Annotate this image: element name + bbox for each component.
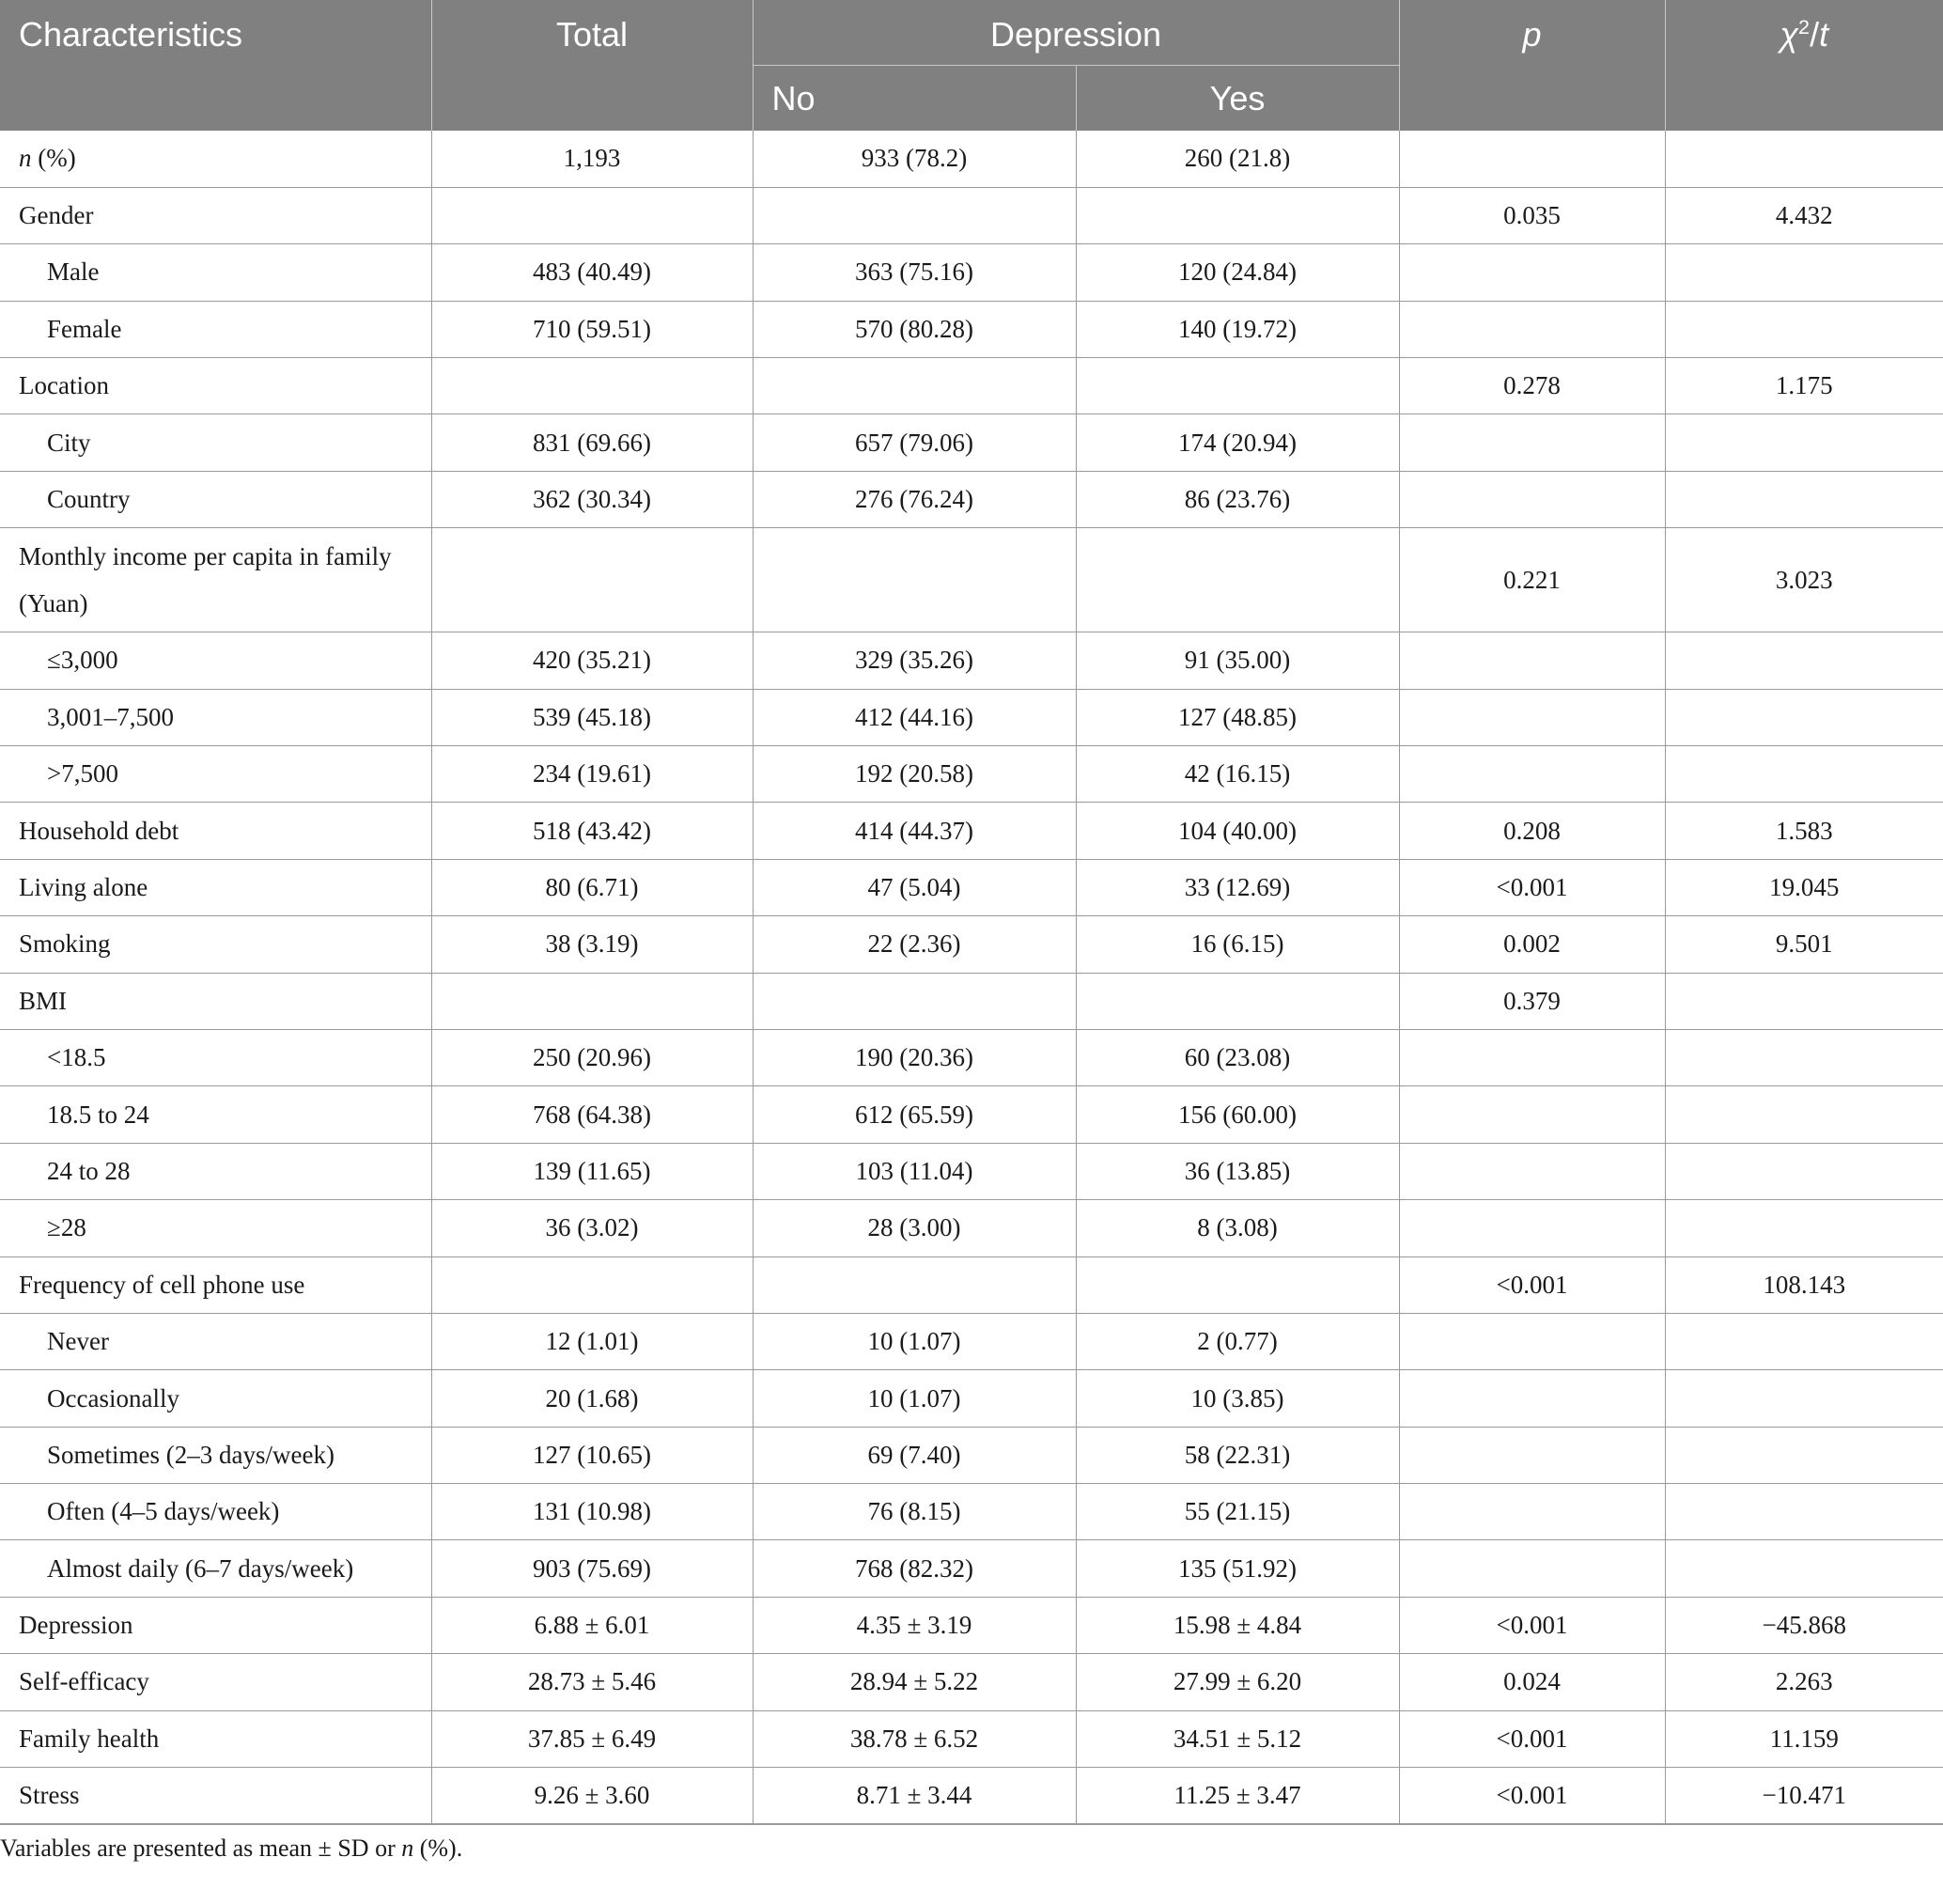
cell-stat [1665,1484,1943,1540]
cell-yes: 135 (51.92) [1076,1540,1399,1597]
table-footnote [0,1825,1943,1863]
cell-total: 518 (43.42) [431,803,753,859]
cell-total: 420 (35.21) [431,632,753,689]
cell-no [753,358,1076,414]
cell-yes: 174 (20.94) [1076,414,1399,471]
cell-yes: 156 (60.00) [1076,1086,1399,1143]
cell-yes [1076,973,1399,1029]
cell-stat: 108.143 [1665,1256,1943,1313]
cell-p [1399,1086,1665,1143]
row-label: Monthly income per capita in family (Yuan) [0,528,431,632]
header-chi-slash: / [1810,15,1820,54]
cell-yes: 55 (21.15) [1076,1484,1399,1540]
cell-stat [1665,689,1943,745]
cell-yes: 58 (22.31) [1076,1427,1399,1483]
cell-total: 6.88 ± 6.01 [431,1597,753,1653]
cell-no: 28.94 ± 5.22 [753,1654,1076,1710]
cell-no: 414 (44.37) [753,803,1076,859]
row-label: ≤3,000 [0,632,431,689]
header-total: Total [431,0,753,131]
cell-total [431,528,753,632]
cell-stat: 1.583 [1665,803,1943,859]
row-label: Female [0,301,431,357]
cell-stat: 1.175 [1665,358,1943,414]
table-row [0,859,1943,915]
cell-p [1399,689,1665,745]
cell-p [1399,131,1665,187]
cell-yes [1076,187,1399,243]
cell-yes: 86 (23.76) [1076,471,1399,527]
cell-stat [1665,244,1943,301]
cell-p: 0.221 [1399,528,1665,632]
n-label-rest: (%) [31,144,76,173]
row-label: Often (4–5 days/week) [0,1484,431,1540]
row-label: Country [0,471,431,527]
cell-yes: 42 (16.15) [1076,746,1399,803]
table-row [0,1768,1943,1824]
cell-p [1399,1427,1665,1483]
cell-total: 80 (6.71) [431,859,753,915]
cell-stat [1665,1427,1943,1483]
cell-no [753,528,1076,632]
cell-stat: −10.471 [1665,1768,1943,1824]
footnote-n: n [401,1834,414,1862]
cell-total: 131 (10.98) [431,1484,753,1540]
row-label: Family health [0,1710,431,1767]
cell-no: 933 (78.2) [753,131,1076,187]
cell-no: 412 (44.16) [753,689,1076,745]
row-label [0,131,431,187]
row-label: Sometimes (2–3 days/week) [0,1427,431,1483]
cell-stat [1665,1086,1943,1143]
cell-stat [1665,1370,1943,1427]
table-row [0,244,1943,301]
cell-no: 190 (20.36) [753,1029,1076,1085]
cell-stat [1665,414,1943,471]
cell-total: 768 (64.38) [431,1086,753,1143]
table-row [0,414,1943,471]
cell-p [1399,1540,1665,1597]
table-row-n [0,131,1943,187]
cell-yes [1076,528,1399,632]
cell-p [1399,244,1665,301]
cell-total: 539 (45.18) [431,689,753,745]
row-label: Occasionally [0,1370,431,1427]
header-chi-superscript: 2 [1798,15,1811,39]
cell-total: 9.26 ± 3.60 [431,1768,753,1824]
row-label: Almost daily (6–7 days/week) [0,1540,431,1597]
table-row [0,973,1943,1029]
table-row [0,1484,1943,1540]
cell-yes: 10 (3.85) [1076,1370,1399,1427]
cell-no: 69 (7.40) [753,1427,1076,1483]
cell-total: 250 (20.96) [431,1029,753,1085]
cell-yes: 36 (13.85) [1076,1143,1399,1199]
cell-yes: 60 (23.08) [1076,1029,1399,1085]
cell-p [1399,301,1665,357]
cell-p [1399,746,1665,803]
cell-yes: 104 (40.00) [1076,803,1399,859]
footnote-text: Variables are presented as mean ± SD or [0,1834,402,1862]
table-row [0,1710,1943,1767]
cell-no: 192 (20.58) [753,746,1076,803]
table-row [0,187,1943,243]
cell-stat [1665,632,1943,689]
table-header [0,0,1943,131]
cell-yes: 2 (0.77) [1076,1313,1399,1369]
table-body [0,131,1943,1824]
row-label: ≥28 [0,1200,431,1256]
table-row [0,1200,1943,1256]
row-label: 3,001–7,500 [0,689,431,745]
cell-p: 0.379 [1399,973,1665,1029]
header-depression: Depression [753,0,1399,65]
cell-no: 657 (79.06) [753,414,1076,471]
cell-no: 768 (82.32) [753,1540,1076,1597]
cell-stat [1665,1540,1943,1597]
cell-no: 570 (80.28) [753,301,1076,357]
footnote-end: (%). [413,1834,463,1862]
cell-p: <0.001 [1399,1768,1665,1824]
cell-p [1399,414,1665,471]
cell-stat: 19.045 [1665,859,1943,915]
table-row [0,1313,1943,1369]
header-chi-symbol: χ [1780,15,1799,54]
table-row [0,689,1943,745]
cell-total: 36 (3.02) [431,1200,753,1256]
cell-total: 234 (19.61) [431,746,753,803]
cell-no: 276 (76.24) [753,471,1076,527]
cell-stat [1665,1029,1943,1085]
cell-stat [1665,1200,1943,1256]
table-row [0,1143,1943,1199]
cell-no: 47 (5.04) [753,859,1076,915]
row-label: Self-efficacy [0,1654,431,1710]
cell-total: 903 (75.69) [431,1540,753,1597]
row-label: Location [0,358,431,414]
cell-yes: 140 (19.72) [1076,301,1399,357]
cell-total: 28.73 ± 5.46 [431,1654,753,1710]
cell-p: <0.001 [1399,1256,1665,1313]
cell-no: 8.71 ± 3.44 [753,1768,1076,1824]
row-label: Male [0,244,431,301]
cell-stat [1665,973,1943,1029]
cell-yes: 8 (3.08) [1076,1200,1399,1256]
cell-p: <0.001 [1399,859,1665,915]
header-chi-t [1665,0,1943,131]
cell-no: 10 (1.07) [753,1370,1076,1427]
cell-total: 127 (10.65) [431,1427,753,1483]
row-label: BMI [0,973,431,1029]
cell-total [431,1256,753,1313]
cell-yes [1076,1256,1399,1313]
cell-p [1399,1143,1665,1199]
cell-stat [1665,301,1943,357]
cell-p: 0.002 [1399,916,1665,973]
cell-p [1399,1370,1665,1427]
cell-p: <0.001 [1399,1710,1665,1767]
cell-yes: 27.99 ± 6.20 [1076,1654,1399,1710]
cell-total: 710 (59.51) [431,301,753,357]
cell-p [1399,471,1665,527]
row-label: Living alone [0,859,431,915]
cell-stat: 11.159 [1665,1710,1943,1767]
row-label: 18.5 to 24 [0,1086,431,1143]
cell-p: <0.001 [1399,1597,1665,1653]
table-row [0,471,1943,527]
cell-total: 483 (40.49) [431,244,753,301]
cell-p: 0.035 [1399,187,1665,243]
table-row [0,1029,1943,1085]
cell-stat: 3.023 [1665,528,1943,632]
table-row [0,301,1943,357]
cell-yes: 15.98 ± 4.84 [1076,1597,1399,1653]
cell-yes: 91 (35.00) [1076,632,1399,689]
row-label: >7,500 [0,746,431,803]
cell-no [753,187,1076,243]
cell-yes: 11.25 ± 3.47 [1076,1768,1399,1824]
cell-no: 4.35 ± 3.19 [753,1597,1076,1653]
row-label: Household debt [0,803,431,859]
row-label: Frequency of cell phone use [0,1256,431,1313]
cell-no: 22 (2.36) [753,916,1076,973]
cell-p [1399,632,1665,689]
cell-yes: 33 (12.69) [1076,859,1399,915]
cell-yes: 16 (6.15) [1076,916,1399,973]
table-row [0,632,1943,689]
cell-total: 831 (69.66) [431,414,753,471]
table-row [0,1540,1943,1597]
header-characteristics: Characteristics [0,0,431,131]
table-row [0,746,1943,803]
table-row [0,916,1943,973]
cell-total: 12 (1.01) [431,1313,753,1369]
cell-stat: 4.432 [1665,187,1943,243]
cell-stat [1665,1143,1943,1199]
cell-no: 103 (11.04) [753,1143,1076,1199]
cell-total [431,187,753,243]
cell-no: 612 (65.59) [753,1086,1076,1143]
row-label: Depression [0,1597,431,1653]
table-row [0,1086,1943,1143]
cell-no: 329 (35.26) [753,632,1076,689]
cell-stat [1665,471,1943,527]
cell-total: 1,193 [431,131,753,187]
table-row [0,1370,1943,1427]
row-label: Gender [0,187,431,243]
cell-p: 0.278 [1399,358,1665,414]
cell-p: 0.208 [1399,803,1665,859]
cell-no: 28 (3.00) [753,1200,1076,1256]
cell-total: 38 (3.19) [431,916,753,973]
row-label: <18.5 [0,1029,431,1085]
cell-total: 37.85 ± 6.49 [431,1710,753,1767]
table-row [0,528,1943,632]
table-row [0,1597,1943,1653]
cell-total: 139 (11.65) [431,1143,753,1199]
table-row [0,1256,1943,1313]
row-label: Smoking [0,916,431,973]
header-yes: Yes [1076,65,1399,131]
cell-total: 362 (30.34) [431,471,753,527]
cell-total: 20 (1.68) [431,1370,753,1427]
cell-total [431,358,753,414]
cell-p [1399,1029,1665,1085]
table-row [0,803,1943,859]
cell-no [753,1256,1076,1313]
cell-yes: 127 (48.85) [1076,689,1399,745]
row-label: Never [0,1313,431,1369]
cell-no: 76 (8.15) [753,1484,1076,1540]
header-t-symbol: t [1819,15,1829,54]
cell-stat: −45.868 [1665,1597,1943,1653]
cell-stat [1665,1313,1943,1369]
cell-p [1399,1484,1665,1540]
table-row [0,1427,1943,1483]
cell-no: 38.78 ± 6.52 [753,1710,1076,1767]
cell-stat [1665,131,1943,187]
header-p: p [1399,0,1665,131]
n-italic: n [19,144,32,173]
cell-stat: 2.263 [1665,1654,1943,1710]
row-label: City [0,414,431,471]
cell-p [1399,1313,1665,1369]
cell-no [753,973,1076,1029]
row-label: 24 to 28 [0,1143,431,1199]
cell-no: 10 (1.07) [753,1313,1076,1369]
table-row [0,1654,1943,1710]
row-label: Stress [0,1768,431,1824]
cell-stat: 9.501 [1665,916,1943,973]
cell-total [431,973,753,1029]
cell-p [1399,1200,1665,1256]
cell-yes: 260 (21.8) [1076,131,1399,187]
cell-yes [1076,358,1399,414]
header-no: No [753,65,1076,131]
table-row [0,358,1943,414]
cell-p: 0.024 [1399,1654,1665,1710]
cell-yes: 34.51 ± 5.12 [1076,1710,1399,1767]
cell-yes: 120 (24.84) [1076,244,1399,301]
cell-no: 363 (75.16) [753,244,1076,301]
cell-stat [1665,746,1943,803]
